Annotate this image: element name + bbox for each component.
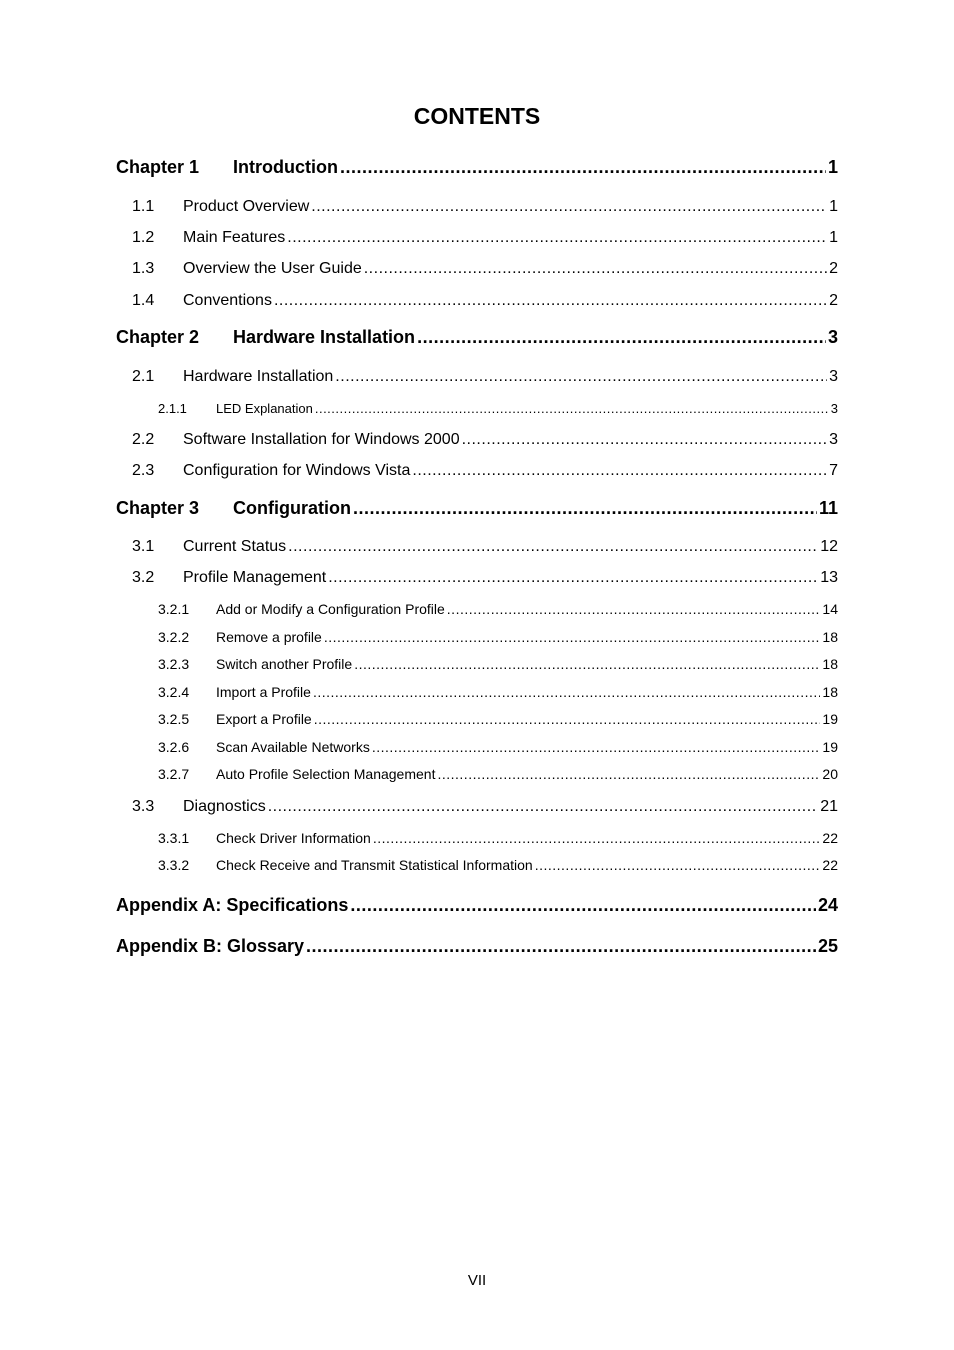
toc-number: 3.2.7 xyxy=(158,766,190,782)
toc-section-2-1[interactable] xyxy=(132,366,838,388)
toc-subsection-3-3-2[interactable] xyxy=(158,856,838,875)
toc-page-number: 19 xyxy=(822,711,838,727)
toc-page-number: 1 xyxy=(829,198,838,215)
toc-number: 2.1 xyxy=(132,368,155,385)
toc-subsection-3-2-2[interactable] xyxy=(158,628,838,647)
toc-section-1-4[interactable] xyxy=(132,290,838,312)
toc-leader xyxy=(340,155,826,179)
toc-page-number: 21 xyxy=(820,798,838,815)
toc-number: 1.4 xyxy=(132,292,155,309)
toc-title: Configuration for Windows Vista xyxy=(183,462,411,479)
toc-title: Profile Management xyxy=(183,569,327,586)
toc-page-number: 7 xyxy=(829,462,838,479)
toc-section-3-2[interactable] xyxy=(132,567,838,589)
toc-page-number: 2 xyxy=(829,260,838,277)
toc-subsection-3-2-5[interactable] xyxy=(158,710,838,729)
toc-number: 3.2.5 xyxy=(158,711,190,727)
toc-section-3-3[interactable] xyxy=(132,796,838,818)
toc-number: 3.2.6 xyxy=(158,739,190,755)
toc-page-number: 1 xyxy=(829,229,838,246)
toc-title: Overview the User Guide xyxy=(183,260,362,277)
toc-title: Conventions xyxy=(183,292,272,309)
toc-title: Hardware Installation xyxy=(183,368,334,385)
toc-page-number: 13 xyxy=(820,569,838,586)
toc-leader xyxy=(335,366,827,388)
page-title: CONTENTS xyxy=(413,103,541,129)
toc-page-number: 3 xyxy=(827,327,838,347)
toc-leader xyxy=(372,738,821,757)
toc-title: Configuration xyxy=(233,498,351,518)
toc-subsection-3-2-4[interactable] xyxy=(158,683,838,702)
toc-subsection-3-2-6[interactable] xyxy=(158,738,838,757)
toc-number: 2.1.1 xyxy=(158,401,187,416)
toc-section-2-3[interactable] xyxy=(132,460,838,482)
toc-number: 3.2.4 xyxy=(158,684,190,700)
toc-leader xyxy=(315,399,829,418)
toc-chapter-2[interactable] xyxy=(116,325,838,349)
toc-leader xyxy=(462,429,828,451)
toc-page-number: 18 xyxy=(822,629,838,645)
toc-number: 1.3 xyxy=(132,260,155,277)
toc-number: Chapter 3 xyxy=(116,498,200,518)
toc-leader xyxy=(313,683,820,702)
toc-page-number: 1 xyxy=(827,157,838,177)
toc-leader xyxy=(417,325,826,349)
toc-number: 3.1 xyxy=(132,538,155,555)
toc-section-3-1[interactable] xyxy=(132,536,838,558)
toc-title: Appendix B: Glossary xyxy=(116,936,305,956)
toc-title: Remove a profile xyxy=(216,629,322,645)
toc-title: Import a Profile xyxy=(216,684,311,700)
toc-section-1-1[interactable] xyxy=(132,196,838,218)
toc-title: LED Explanation xyxy=(216,401,313,416)
toc-subsection-2-1-1[interactable] xyxy=(158,399,838,418)
toc-leader xyxy=(353,496,817,520)
toc-title: Diagnostics xyxy=(183,798,266,815)
toc-page-number: 11 xyxy=(818,498,838,518)
toc-leader xyxy=(314,710,821,729)
toc-title: Check Driver Information xyxy=(216,830,371,846)
toc-chapter-3[interactable] xyxy=(116,496,838,520)
toc-subsection-3-2-1[interactable] xyxy=(158,600,838,619)
toc-leader xyxy=(306,934,816,958)
toc-page-number: 18 xyxy=(822,684,838,700)
toc-page-number: 3 xyxy=(829,431,838,448)
toc-page-number: 22 xyxy=(822,857,838,873)
toc-chapter-1[interactable] xyxy=(116,155,838,179)
toc-number: Chapter 2 xyxy=(116,327,200,347)
toc-leader xyxy=(328,567,818,589)
toc-title: Product Overview xyxy=(183,198,310,215)
toc-title: Scan Available Networks xyxy=(216,739,370,755)
toc-page-number: 18 xyxy=(822,656,838,672)
toc-title: Software Installation for Windows 2000 xyxy=(183,431,460,448)
toc-subsection-3-2-7[interactable] xyxy=(158,765,838,784)
toc-page-number: 2 xyxy=(829,292,838,309)
toc-leader xyxy=(311,196,827,218)
toc-page-number: 3 xyxy=(829,368,838,385)
toc-number: 1.2 xyxy=(132,229,155,246)
toc-leader xyxy=(287,227,827,249)
toc-title: Appendix A: Specifications xyxy=(116,895,349,915)
toc-leader xyxy=(288,536,818,558)
toc-number: 3.3.1 xyxy=(158,830,190,846)
toc-section-2-2[interactable] xyxy=(132,429,838,451)
toc-number: 3.2.3 xyxy=(158,656,190,672)
toc-appendix-a[interactable] xyxy=(116,893,838,917)
toc-leader xyxy=(274,290,827,312)
toc-title: Auto Profile Selection Management xyxy=(216,766,436,782)
toc-appendix-b[interactable] xyxy=(116,934,838,958)
toc-number: 3.3.2 xyxy=(158,857,190,873)
toc-title: Check Receive and Transmit Statistical Information xyxy=(216,857,533,873)
toc-leader xyxy=(354,655,820,674)
toc-leader xyxy=(324,628,821,647)
toc-title: Current Status xyxy=(183,538,287,555)
toc-number: 3.3 xyxy=(132,798,155,815)
toc-page-number: 20 xyxy=(822,766,838,782)
toc-leader xyxy=(268,796,819,818)
toc-page-number: 3 xyxy=(830,401,838,416)
toc-subsection-3-3-1[interactable] xyxy=(158,829,838,848)
toc-leader xyxy=(412,460,827,482)
footer-page-number: VII xyxy=(467,1272,487,1289)
toc-title: Main Features xyxy=(183,229,286,246)
toc-page-number: 14 xyxy=(822,601,838,617)
toc-leader xyxy=(364,258,827,280)
toc-number: 3.2.1 xyxy=(158,601,190,617)
toc-leader xyxy=(373,829,821,848)
toc-title: Add or Modify a Configuration Profile xyxy=(216,601,445,617)
toc-page-number: 24 xyxy=(817,895,838,915)
toc-title: Export a Profile xyxy=(216,711,312,727)
toc-page-number: 19 xyxy=(822,739,838,755)
toc-page-number: 12 xyxy=(820,538,838,555)
toc-section-1-2[interactable] xyxy=(132,227,838,249)
toc-number: 1.1 xyxy=(132,198,155,215)
toc-section-1-3[interactable] xyxy=(132,258,838,280)
toc-title: Introduction xyxy=(233,157,338,177)
toc-number: Chapter 1 xyxy=(116,157,200,177)
toc-number: 3.2.2 xyxy=(158,629,190,645)
toc-title: Switch another Profile xyxy=(216,656,353,672)
toc-number: 2.3 xyxy=(132,462,155,479)
toc-page-number: 25 xyxy=(817,936,838,956)
toc-number: 3.2 xyxy=(132,569,155,586)
toc-leader xyxy=(350,893,816,917)
toc-title: Hardware Installation xyxy=(233,327,416,347)
toc-number: 2.2 xyxy=(132,431,155,448)
toc-subsection-3-2-3[interactable] xyxy=(158,655,838,674)
toc-leader xyxy=(447,600,821,619)
toc-page-number: 22 xyxy=(822,830,838,846)
toc-leader xyxy=(437,765,820,784)
toc-leader xyxy=(535,856,821,875)
